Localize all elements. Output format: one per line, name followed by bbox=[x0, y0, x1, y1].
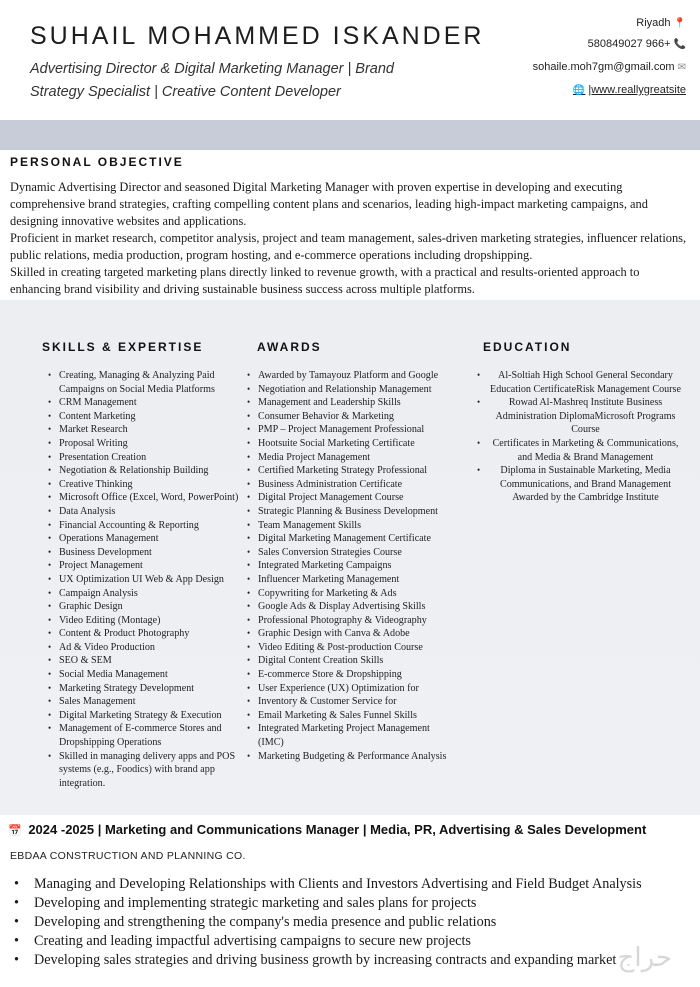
awards-list bbox=[258, 369, 458, 763]
list-item: • Awarded by Tamayouz Platform and Google bbox=[258, 369, 458, 383]
list-item: • Video Editing (Montage) bbox=[59, 614, 244, 628]
objective-paragraph: Skilled in creating targeted marketing plans directly linked to revenue growth, with a practical and results-oriented approach to enhancing brand visibility and driving sustainable business success across multiple platforms. bbox=[10, 265, 640, 296]
list-item: • Creative Thinking bbox=[59, 478, 244, 492]
list-item: • Digital Marketing Management Certificate bbox=[258, 532, 458, 546]
list-item: • Copywriting for Marketing & Ads bbox=[258, 587, 458, 601]
list-item: • Creating, Managing & Analyzing Paid Campaigns on Social Media Platforms bbox=[59, 369, 244, 396]
list-item: • SEO & SEM bbox=[59, 654, 244, 668]
list-item: • Operations Management bbox=[59, 532, 244, 546]
contact-info bbox=[533, 14, 686, 102]
list-item: • Negotiation and Relationship Management bbox=[258, 383, 458, 397]
experience-title-text: 2024 -2025 | Marketing and Communications Manager | Media, PR, Advertising & Sales Development bbox=[28, 822, 647, 837]
experience-title bbox=[8, 822, 646, 837]
list-item: • Team Management Skills bbox=[258, 519, 458, 533]
list-item: • Google Ads & Display Advertising Skills bbox=[258, 600, 458, 614]
candidate-subtitle: Advertising Director & Digital Marketing Manager | Brand Strategy Specialist | Creative Content Developer bbox=[30, 61, 395, 100]
calendar-icon: 📅 bbox=[8, 825, 22, 837]
list-item: • Digital Marketing Strategy & Execution bbox=[59, 709, 244, 723]
list-item: • PMP – Project Management Professional bbox=[258, 423, 458, 437]
list-item: • Consumer Behavior & Marketing bbox=[258, 410, 458, 424]
objective-paragraph: Proficient in market research, competitor analysis, project and team management, sales-driven marketing strategies, influencer relations, public relations, media production, program hosting, and e-commerce operations including dropshipping. bbox=[10, 231, 687, 262]
objective-paragraph: Dynamic Advertising Director and seasoned Digital Marketing Manager with proven expertise in developing and executing comprehensive brand strategies, crafting compelling content plans and scenarios, leading high-impact marketing campaigns, and designing innovative websites and applications. bbox=[10, 180, 648, 228]
list-item: • Email Marketing & Sales Funnel Skills bbox=[258, 709, 458, 723]
list-item: • Inventory & Customer Service for bbox=[258, 695, 458, 709]
education-title: EDUCATION bbox=[483, 340, 572, 354]
list-item: • Integrated Marketing Campaigns bbox=[258, 559, 458, 573]
list-item: • Graphic Design with Canva & Adobe bbox=[258, 627, 458, 641]
list-item: • Certificates in Marketing & Communications, and Media & Brand Management bbox=[488, 437, 683, 464]
list-item: • Market Research bbox=[59, 423, 244, 437]
list-item: • Digital Content Creation Skills bbox=[258, 654, 458, 668]
list-item: • Content & Product Photography bbox=[59, 627, 244, 641]
contact-location bbox=[533, 14, 686, 32]
list-item: • Diploma in Sustainable Marketing, Media Communications, and Brand Management bbox=[488, 464, 683, 491]
list-item: • Creating and leading impactful advertising campaigns to secure new projects bbox=[34, 932, 694, 951]
education-list bbox=[488, 369, 683, 505]
list-item: • UX Optimization UI Web & App Design bbox=[59, 573, 244, 587]
contact-email[interactable] bbox=[533, 56, 686, 78]
location-text: Riyadh bbox=[636, 17, 671, 29]
globe-icon: 🌐 bbox=[572, 84, 586, 96]
list-item: • Professional Photography & Videography bbox=[258, 614, 458, 628]
map-pin-icon: 📍 bbox=[673, 17, 686, 29]
list-item: • Financial Accounting & Reporting bbox=[59, 519, 244, 533]
list-item: • Media Project Management bbox=[258, 451, 458, 465]
skills-awards-education-section bbox=[0, 300, 700, 815]
list-item: • Marketing Strategy Development bbox=[59, 682, 244, 696]
list-item: • Al-Soltiah High School General Secondary Education CertificateRisk Management Course bbox=[488, 369, 683, 396]
resume-header bbox=[0, 0, 700, 120]
list-item: • Influencer Marketing Management bbox=[258, 573, 458, 587]
list-item: • Graphic Design bbox=[59, 600, 244, 614]
list-item: • E-commerce Store & Dropshipping bbox=[258, 668, 458, 682]
list-item: • Marketing Budgeting & Performance Analysis bbox=[258, 750, 458, 764]
list-item: • Social Media Management bbox=[59, 668, 244, 682]
list-item: • Strategic Planning & Business Development bbox=[258, 505, 458, 519]
experience-section bbox=[0, 815, 700, 987]
email-text[interactable]: sohaile.moh7gm@gmail.com bbox=[532, 61, 675, 73]
phone-text: 580849027 966+ bbox=[587, 38, 671, 50]
contact-website[interactable] bbox=[533, 78, 686, 102]
list-item: • Integrated Marketing Project Management (IMC) bbox=[258, 722, 458, 749]
list-item: • Project Management bbox=[59, 559, 244, 573]
education-note: Awarded by the Cambridge Institute bbox=[512, 492, 659, 504]
candidate-name: SUHAIL MOHAMMED ISKANDER bbox=[30, 22, 485, 50]
company-name: EBDAA CONSTRUCTION AND PLANNING CO. bbox=[10, 850, 246, 862]
list-item: • Campaign Analysis bbox=[59, 587, 244, 601]
list-item: • Developing and implementing strategic marketing and sales plans for projects bbox=[34, 894, 694, 913]
personal-objective-section bbox=[0, 150, 700, 300]
duties-list bbox=[34, 875, 694, 970]
list-item: • Certified Marketing Strategy Professional bbox=[258, 464, 458, 478]
list-item: • Proposal Writing bbox=[59, 437, 244, 451]
awards-title: AWARDS bbox=[257, 340, 322, 354]
list-item: • Sales Management bbox=[59, 695, 244, 709]
list-item: • Skilled in managing delivery apps and POS systems (e.g., Foodics) with brand app integration. bbox=[59, 750, 244, 791]
skills-list bbox=[59, 369, 244, 790]
list-item: • User Experience (UX) Optimization for bbox=[258, 682, 458, 696]
list-item: • Developing and strengthening the company's media presence and public relations bbox=[34, 913, 694, 932]
watermark-logo: حراج bbox=[617, 943, 672, 973]
list-item: • CRM Management bbox=[59, 396, 244, 410]
list-item: • Microsoft Office (Excel, Word, PowerPoint) bbox=[59, 491, 244, 505]
skills-title: SKILLS & EXPERTISE bbox=[42, 340, 204, 354]
list-item: • Managing and Developing Relationships with Clients and Investors Advertising and Field Budget Analysis bbox=[34, 875, 694, 894]
list-item: • Business Administration Certificate bbox=[258, 478, 458, 492]
list-item: • Business Development bbox=[59, 546, 244, 560]
list-item: • Hootsuite Social Marketing Certificate bbox=[258, 437, 458, 451]
list-item: • Content Marketing bbox=[59, 410, 244, 424]
list-item: • Negotiation & Relationship Building bbox=[59, 464, 244, 478]
list-item: • Rowad Al-Mashreq Institute Business Administration DiplomaMicrosoft Programs Course bbox=[488, 396, 683, 437]
list-item: • Management of E-commerce Stores and Dropshipping Operations bbox=[59, 722, 244, 749]
list-item: • Management and Leadership Skills bbox=[258, 396, 458, 410]
list-item: • Ad & Video Production bbox=[59, 641, 244, 655]
contact-phone bbox=[533, 32, 686, 56]
header-divider-band bbox=[0, 120, 700, 150]
list-item: • Presentation Creation bbox=[59, 451, 244, 465]
website-text[interactable]: |www.reallygreatsite bbox=[588, 84, 686, 96]
list-item: • Sales Conversion Strategies Course bbox=[258, 546, 458, 560]
phone-icon: 📞 bbox=[673, 38, 686, 50]
list-item: • Video Editing & Post-production Course bbox=[258, 641, 458, 655]
list-item: • Developing sales strategies and driving business growth by increasing contracts and expanding market bbox=[34, 951, 694, 970]
envelope-icon: ✉ bbox=[677, 61, 686, 73]
list-item: • Data Analysis bbox=[59, 505, 244, 519]
objective-title: PERSONAL OBJECTIVE bbox=[10, 155, 184, 169]
list-item: • Digital Project Management Course bbox=[258, 491, 458, 505]
objective-text bbox=[10, 179, 690, 298]
